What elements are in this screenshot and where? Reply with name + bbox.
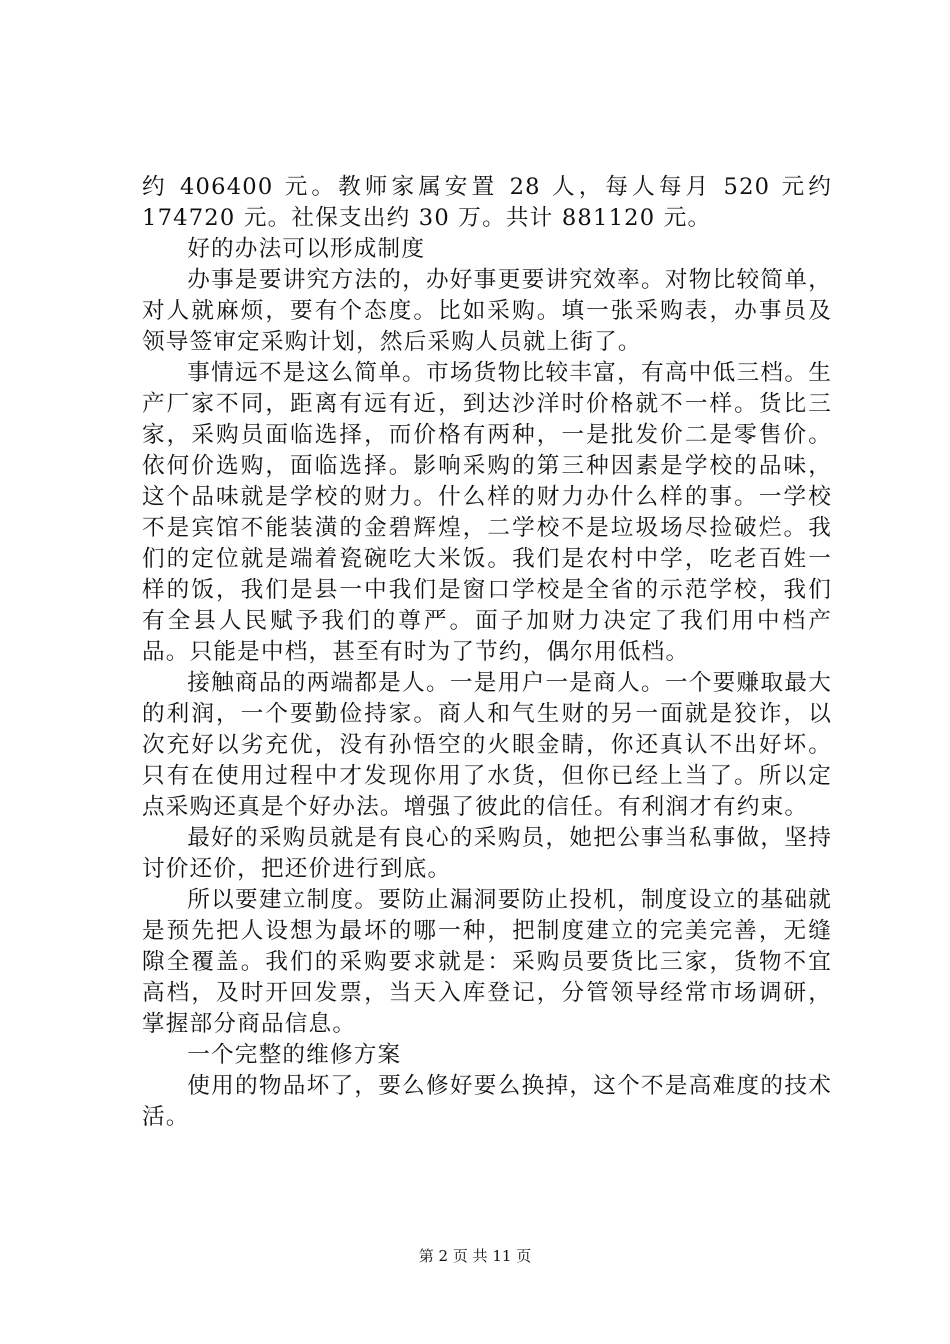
document-body	[142, 172, 832, 1133]
paragraph-merchants: 接触商品的两端都是人。一是用户一是商人。一个要赚取最大的利润，一个要勤俭持家。商人和气生财的另一面就是狡诈，以次充好以劣充优，没有孙悟空的火眼金睛，你还真认不出好坏。只有在使用过程中才发现你用了水货，但你已经上当了。所以定点采购还真是个好办法。增强了彼此的信任。有利润才有约束。	[142, 670, 832, 820]
page-number-footer: 第 2 页 共 11 页	[418, 1247, 532, 1265]
paragraph-efficiency: 办事是要讲究方法的，办好事更要讲究效率。对物比较简单，对人就麻烦，要有个态度。比如采购。填一张采购表，办事员及领导签审定采购计划，然后采购人员就上街了。	[142, 267, 832, 355]
paragraph-market: 事情远不是这么简单。市场货物比较丰富，有高中低三档。生产厂家不同，距离有远有近，到达沙洋时价格就不一样。货比三家，采购员面临选择，而价格有两种，一是批发价二是零售价。依何价选购，面临选择。影响采购的第三种因素是学校的品味，这个品味就是学校的财力。什么样的财力办什么样的事。一学校不是宾馆不能装潢的金碧辉煌，二学校不是垃圾场尽捡破烂。我们的定位就是端着瓷碗吃大米饭。我们是农村中学，吃老百姓一样的饭，我们是县一中我们是窗口学校是全省的示范学校，我们有全县人民赋予我们的尊严。面子加财力决定了我们用中档产品。只能是中档，甚至有时为了节约，偶尔用低档。	[142, 360, 832, 665]
section-heading-repair: 一个完整的维修方案	[187, 1042, 402, 1068]
paragraph-repair: 使用的物品坏了，要么修好要么换掉，这个不是高难度的技术活。	[142, 1073, 832, 1130]
paragraph-rules: 所以要建立制度。要防止漏洞要防止投机，制度设立的基础就是预先把人设想为最坏的哪一种，把制度建立的完美完善，无缝隙全覆盖。我们的采购要求就是：采购员要货比三家，货物不宜高档，及时开回发票，当天入库登记，分管领导经常市场调研，掌握部分商品信息。	[142, 887, 832, 1037]
section-heading-system: 好的办法可以形成制度	[187, 236, 426, 262]
paragraph-buyer: 最好的采购员就是有良心的采购员，她把公事当私事做，坚持讨价还价，把还价进行到底。	[142, 825, 832, 882]
paragraph-continuation: 约 406400 元。教师家属安置 28 人，每人每月 520 元约 174720 元。社保支出约 30 万。共计 881120 元。	[142, 174, 832, 231]
